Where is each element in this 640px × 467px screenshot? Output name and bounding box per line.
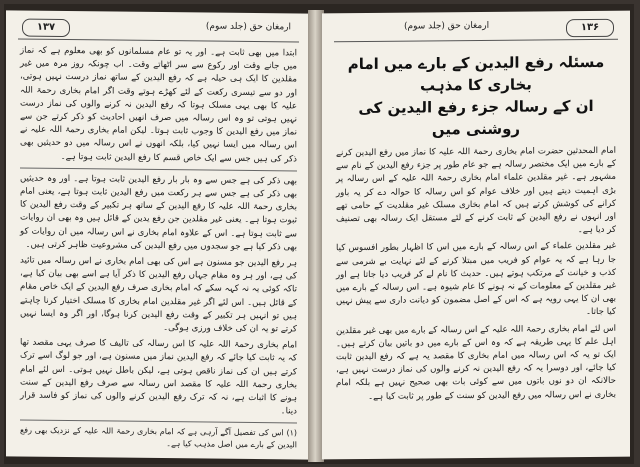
left-footnote: (۱) اس کی تفصیل آگے آرہی ہے کہ امام بخاری رحمۃ اللہ علیہ کے نزدیک بھی رفع الیدین کے بارے میں اصل مذہب کیا ہے۔ [20,426,297,450]
right-paragraph: غیر مقلدین علماء کے اس رسالہ کے بارے میں اس کا اظہار بطور افسوس کیا جا رہا ہے کہ یہ عوام کو فریب میں مبتلا کرنے کے لئے نہایت بے شرمی سے کذب و خیانت کے مرتکب ہوتے ہیں۔ حدیث کا نام لے کر فریب دیا جاتا ہے اور غیر مقلدین کے معلومات کے نہ ہونے کا عام شیوہ ہے۔ اس رسالہ کے بارے میں بھی ان کا یہی رویہ ہے کہ اس کے اصل مضمون کو دیانت داری سے پیش نہیں کیا جاتا۔ [336,241,616,318]
footnote-divider [20,420,297,424]
right-page-body [336,45,616,445]
left-divider [20,167,297,171]
chapter-heading [336,51,616,141]
left-page-body [20,45,297,450]
left-book-title: ارمغان حق (جلد سوم) [205,21,291,33]
chapter-heading-line-2: ان کے رسالہ جزء رفع الیدین کی روشنی میں [358,96,594,139]
left-paragraph: امام بخاری رحمۃ اللہ علیہ کا اس رسالہ کی تالیف کا صرف یہی مقصد تھا کہ یہ ثابت کیا جائے کہ رفع الیدین نماز میں مسنون ہے، اور جو لوگ اسے ترک کرتے ہیں ان کی نماز ناقص ہوتی ہے، لیکن باطل نہیں ہوتی۔ اس لئے امام بخاری رحمۃ اللہ علیہ کا مقصد اس رسالہ سے صرف رفع الیدین کے سنت ہونے کا اثبات ہے، نہ کہ ترک رفع الیدین کرنے والوں کی نماز کو فاسد قرار دینا۔ [20,337,297,417]
right-page-header [334,19,618,42]
left-page-header [18,19,299,43]
right-page [322,11,630,460]
left-page [6,10,311,459]
open-book [4,4,634,464]
right-page-number: ۱۳۶ [566,19,614,37]
right-paragraph: امام المحدثین حضرت امام بخاری رحمۃ اللہ علیہ کا نماز میں رفع الیدین کرنے کے بارے میں ایک مختصر رسالہ ہے جو عام طور پر جزء رفع الیدین کے نام سے مشہور ہے۔ غیر مقلدین علماء امام بخاری رحمۃ اللہ علیہ کے اس رسالہ پر بڑی اہمیت دیتے ہیں اور خلاف عوام کو اس رسالہ کا حوالہ دے کر یہ باور کرانے کی کوشش کرتے ہیں کہ امام بخاری مسلک غیر مقلدیت کے حامی تھے اور انہوں نے رفع الیدین کے ثابت کرنے کے لئے مستقل ایک رسالہ بھی تصنیف کر دیا ہے۔ [336,145,616,236]
left-paragraph: ابتدا میں بھی ثابت ہے۔ اور یہ تو عام مسلمانوں کو بھی معلوم ہے کہ نماز میں جانے وقت اور رکوع سے سر اٹھاتے وقت۔ اب چونکہ روز مرہ میں غیر مقلدین کا ایک ہی حیلہ ہے کہ رفع الیدین کے ساتھ نماز درست نہیں ہوتی، اور دو سے تیسری رکعت کے لئے کھڑے ہوتے وقت اگر امام بخاری رحمۃ اللہ علیہ کا بھی یہی مسلک ہوتا کہ رفع الیدین نہ کرنے والوں کی نماز درست نہیں ہوتی تو وہ اس رسالہ میں صرف انھیں احادیث کو ذکر کرتے جن سے نماز میں رفع الیدین کا وجوب ثابت ہوتا۔ لیکن امام بخاری رحمۃ اللہ علیہ نے اس رسالہ میں ایسا نہیں کیا، بلکہ انھوں نے اس رسالہ میں دو حدیثیں بھی ذکر کی ہیں جس سے ایک خاص قسم کا رفع الیدین ثابت ہوتا ہے۔ [20,45,297,165]
left-paragraph: بھی ذکر کی ہے جس سے وہ بار بار رفع الیدین ثابت ہوتا ہے۔ اور وہ حدیثیں بھی ذکر کی ہے جس سے ہر رکعت میں رفع الیدین ثابت ہوتا ہے، یعنی امام بخاری رحمۃ اللہ علیہ کا رفع الیدین کے ساتھ ہر تکبیر کے وقت رفع الیدین کا ثبوت ہوتا ہے۔ یعنی غیر مقلدین جن رفع یدین کے قائل ہیں وہ بھی ان روایات سے ثابت ہوتا ہے۔ اس کے علاوہ امام بخاری نے اس رسالہ میں ان روایات کو بھی ذکر کیا ہے جو سجدوں میں رفع الیدین کی مشروعیت ظاہر کرتی ہیں۔ [20,173,297,253]
chapter-heading-line-1: مسئلہ رفع الیدین کے بارے میں امام بخاری کا مذہب [347,52,605,95]
left-page-number: ۱۳۷ [22,19,70,38]
right-book-title: ارمغان حق (جلد سوم) [404,20,490,32]
left-paragraph: ہر رفع الیدین جو مسنون ہے اس کی بھی امام بخاری نے اس رسالہ میں تائید کی ہے، اور ہر وہ مقام جہاں رفع الیدین کا ذکر آیا ہے اسے بھی بیان کیا ہے، تاکہ کوئی یہ نہ کہہ سکے کہ امام بخاری صرف رفع الیدین کے ایک خاص مقام کے قائل ہیں۔ اس لئے اگر غیر مقلدین امام بخاری کا مسلک اختیار کرنا چاہتے ہیں تو انہیں ہر تکبیر کے وقت رفع الیدین کرنا ہوگا، اور اگر وہ ایسا نہیں کرتے تو یہ ان کی خلاف ورزی ہوگی۔ [20,255,297,335]
right-paragraph: اس لئے امام بخاری رحمۃ اللہ علیہ کے اس رسالہ کے بارے میں بھی غیر مقلدین اہل علم کا یہی طریقہ ہے کہ وہ اس کے بارے میں دو باتیں بیان کرتے ہیں۔ ایک تو یہ کہ اس رسالہ میں امام بخاری کا مقصد یہ ہے کہ رفع الیدین ثابت کیا جائے، اور دوسرا یہ کہ رفع الیدین نہ کرنے والوں کی نماز درست نہیں ہے، حالانکہ ان دو نوں باتوں میں سے کوئی بات بھی صحیح نہیں ہے بلکہ امام بخاری نے اس رسالہ میں رفع الیدین کو سنت کے طور پر ثابت کیا ہے۔ [336,323,616,402]
